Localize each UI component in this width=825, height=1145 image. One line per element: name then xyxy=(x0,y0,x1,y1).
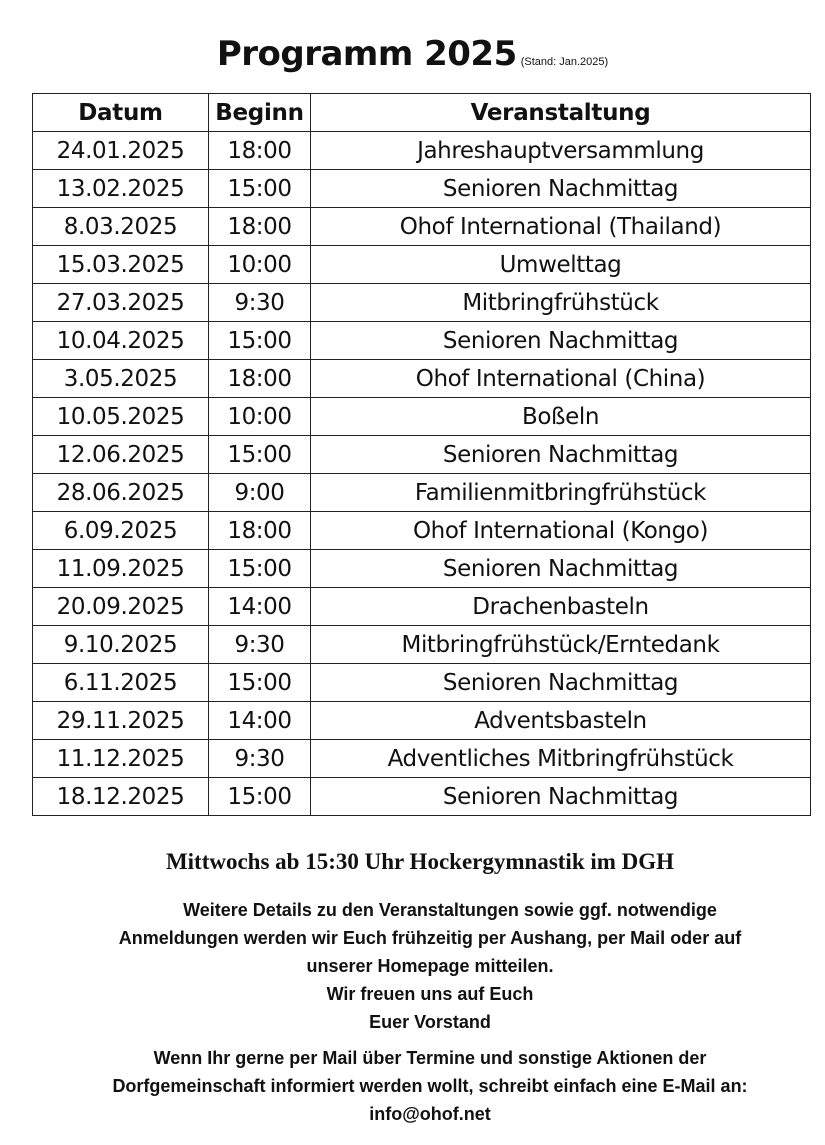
cell-beginn: 14:00 xyxy=(209,702,311,740)
info-paragraph xyxy=(0,896,825,1036)
cell-veranstaltung: Boßeln xyxy=(311,398,811,436)
table-row xyxy=(33,246,811,284)
email-address: info@ohof.net xyxy=(369,1104,491,1124)
cell-veranstaltung: Jahreshauptversammlung xyxy=(311,132,811,170)
cell-beginn: 18:00 xyxy=(209,208,311,246)
gymnastics-notice: Mittwochs ab 15:30 Uhr Hockergymnastik im DGH xyxy=(165,849,675,874)
cell-veranstaltung: Umwelttag xyxy=(311,246,811,284)
signature-line: Euer Vorstand xyxy=(369,1012,491,1032)
cell-datum: 28.06.2025 xyxy=(33,474,209,512)
cell-veranstaltung: Ohof International (China) xyxy=(311,360,811,398)
column-header-beginn: Beginn xyxy=(209,94,311,132)
mail-info-line: Dorfgemeinschaft informiert werden wollt, schreibt einfach eine E-Mail an: xyxy=(112,1076,748,1096)
cell-beginn: 15:00 xyxy=(209,664,311,702)
table-header-row xyxy=(33,94,811,132)
table-row xyxy=(33,740,811,778)
table-row xyxy=(33,208,811,246)
table-row xyxy=(33,170,811,208)
greeting-line: Wir freuen uns auf Euch xyxy=(326,984,534,1004)
cell-datum: 10.04.2025 xyxy=(33,322,209,360)
cell-veranstaltung: Drachenbasteln xyxy=(311,588,811,626)
page-title: Programm 2025 xyxy=(216,34,517,74)
cell-veranstaltung: Mitbringfrühstück xyxy=(311,284,811,322)
cell-beginn: 9:30 xyxy=(209,626,311,664)
cell-veranstaltung: Ohof International (Kongo) xyxy=(311,512,811,550)
cell-beginn: 15:00 xyxy=(209,550,311,588)
cell-beginn: 10:00 xyxy=(209,246,311,284)
table-row xyxy=(33,778,811,816)
program-table xyxy=(32,93,811,816)
column-header-veranstaltung: Veranstaltung xyxy=(311,94,811,132)
mail-info-paragraph xyxy=(0,1044,825,1128)
cell-veranstaltung: Familienmitbringfrühstück xyxy=(311,474,811,512)
table-row xyxy=(33,360,811,398)
cell-beginn: 15:00 xyxy=(209,436,311,474)
cell-datum: 18.12.2025 xyxy=(33,778,209,816)
cell-beginn: 14:00 xyxy=(209,588,311,626)
table-row xyxy=(33,322,811,360)
cell-datum: 13.02.2025 xyxy=(33,170,209,208)
cell-veranstaltung: Senioren Nachmittag xyxy=(311,436,811,474)
table-row xyxy=(33,588,811,626)
info-line: Anmeldungen werden wir Euch frühzeitig per Aushang, per Mail oder auf xyxy=(118,928,742,948)
cell-datum: 10.05.2025 xyxy=(33,398,209,436)
table-row xyxy=(33,132,811,170)
column-header-datum: Datum xyxy=(33,94,209,132)
cell-veranstaltung: Mitbringfrühstück/Erntedank xyxy=(311,626,811,664)
table-row xyxy=(33,398,811,436)
cell-datum: 11.09.2025 xyxy=(33,550,209,588)
cell-beginn: 9:30 xyxy=(209,740,311,778)
cell-datum: 9.10.2025 xyxy=(33,626,209,664)
cell-datum: 15.03.2025 xyxy=(33,246,209,284)
cell-datum: 27.03.2025 xyxy=(33,284,209,322)
cell-datum: 24.01.2025 xyxy=(33,132,209,170)
cell-beginn: 15:00 xyxy=(209,170,311,208)
cell-veranstaltung: Senioren Nachmittag xyxy=(311,664,811,702)
table-row xyxy=(33,626,811,664)
cell-beginn: 15:00 xyxy=(209,322,311,360)
cell-datum: 20.09.2025 xyxy=(33,588,209,626)
cell-beginn: 10:00 xyxy=(209,398,311,436)
table-row xyxy=(33,702,811,740)
cell-veranstaltung: Senioren Nachmittag xyxy=(311,550,811,588)
cell-veranstaltung: Senioren Nachmittag xyxy=(311,170,811,208)
table-row xyxy=(33,436,811,474)
table-row xyxy=(33,474,811,512)
stand-date: (Stand: Jan.2025) xyxy=(520,56,609,68)
cell-veranstaltung: Ohof International (Thailand) xyxy=(311,208,811,246)
cell-veranstaltung: Adventsbasteln xyxy=(311,702,811,740)
cell-beginn: 18:00 xyxy=(209,132,311,170)
info-line: Weitere Details zu den Veranstaltungen sowie ggf. notwendige xyxy=(183,900,717,920)
cell-veranstaltung: Senioren Nachmittag xyxy=(311,322,811,360)
cell-datum: 3.05.2025 xyxy=(33,360,209,398)
cell-beginn: 18:00 xyxy=(209,512,311,550)
cell-veranstaltung: Senioren Nachmittag xyxy=(311,778,811,816)
info-line: unserer Homepage mitteilen. xyxy=(306,956,554,976)
cell-beginn: 9:30 xyxy=(209,284,311,322)
cell-beginn: 15:00 xyxy=(209,778,311,816)
cell-datum: 6.11.2025 xyxy=(33,664,209,702)
cell-beginn: 9:00 xyxy=(209,474,311,512)
table-row xyxy=(33,664,811,702)
cell-datum: 6.09.2025 xyxy=(33,512,209,550)
cell-datum: 12.06.2025 xyxy=(33,436,209,474)
table-row xyxy=(33,550,811,588)
cell-datum: 8.03.2025 xyxy=(33,208,209,246)
table-row xyxy=(33,512,811,550)
cell-datum: 29.11.2025 xyxy=(33,702,209,740)
cell-veranstaltung: Adventliches Mitbringfrühstück xyxy=(311,740,811,778)
cell-beginn: 18:00 xyxy=(209,360,311,398)
cell-datum: 11.12.2025 xyxy=(33,740,209,778)
page-header xyxy=(0,34,825,74)
mail-info-line: Wenn Ihr gerne per Mail über Termine und sonstige Aktionen der xyxy=(153,1048,707,1068)
table-row xyxy=(33,284,811,322)
